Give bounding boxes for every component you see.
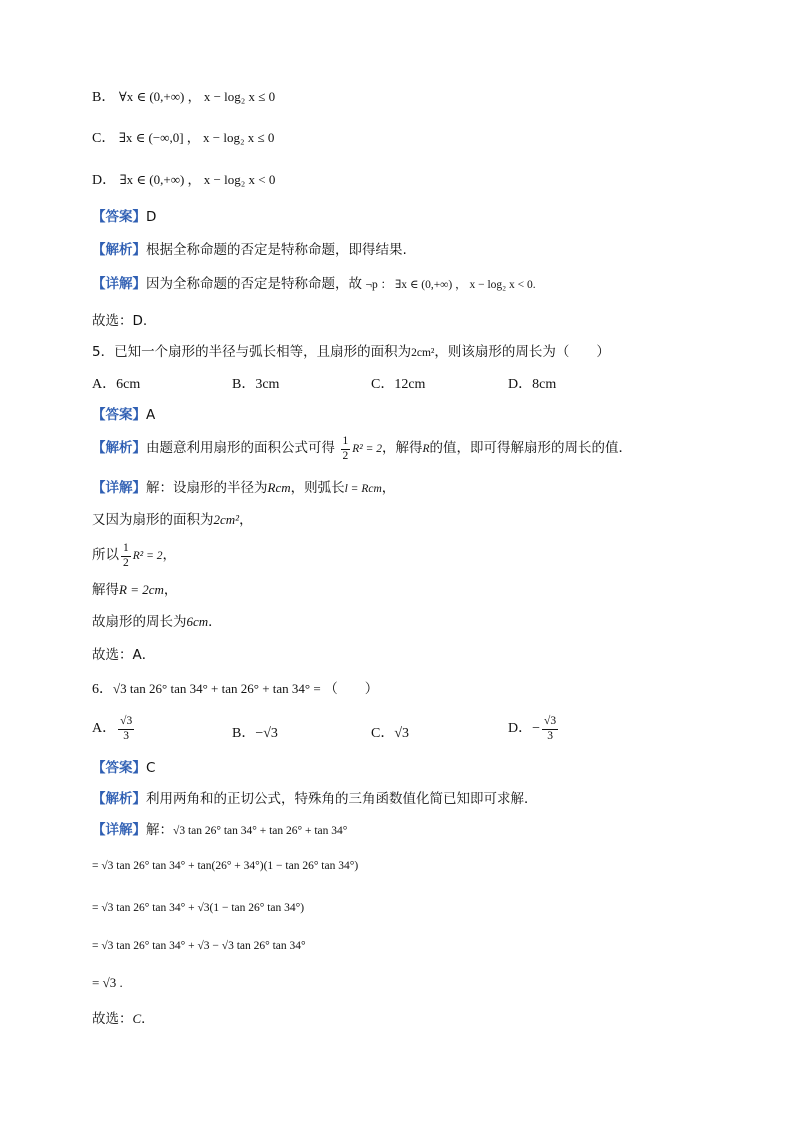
q5-option-d	[508, 373, 556, 393]
analysis-tag: 【解析】	[92, 242, 146, 258]
option-letter: B．	[92, 90, 116, 105]
q6-option-c	[371, 722, 409, 742]
detail-text-b: ，则弧长	[290, 480, 345, 496]
conclusion-end: ．	[141, 1011, 155, 1027]
stem-math: 3 tan 26° tan 34° + tan 26° + tan 34° =	[120, 681, 321, 696]
q5-detail-4	[92, 580, 177, 601]
detail-math-2: l = Rcm	[344, 483, 382, 495]
detail-text: 所以	[92, 547, 119, 564]
q4-detail	[92, 274, 536, 295]
option-text: 12cm	[394, 377, 426, 392]
stem-text: 5．已知一个扇形的半径与弧长相等，且扇形的面积为	[92, 344, 412, 360]
q4-option-c	[92, 128, 274, 149]
option-letter: B．	[232, 726, 256, 741]
detail-tag: 【详解】	[92, 276, 146, 292]
q6-option-d	[508, 716, 560, 742]
q4-option-d	[92, 170, 275, 191]
detail-text: 故扇形的周长为	[92, 614, 187, 630]
answer-value: A	[146, 407, 156, 423]
option-letter: C．	[371, 726, 395, 741]
option-text: 3cm	[255, 377, 280, 392]
option-letter: C．	[92, 131, 116, 146]
detail-math: R = 2cm	[119, 582, 164, 597]
conclusion-text: 故选：D.	[92, 313, 148, 329]
q4-conclusion	[92, 311, 147, 332]
detail-text-b: ，	[163, 582, 178, 598]
option-math: ∀x ∈ (0,+∞) ， x − log₂ x ≤ 0	[118, 89, 276, 104]
step-math: = √3 .	[92, 975, 123, 990]
q5-analysis	[92, 436, 632, 462]
sqrt-symbol: √	[113, 681, 121, 696]
detail-text-b: ，	[162, 547, 176, 564]
answer-tag: 【答案】	[92, 407, 146, 423]
option-text: 3	[402, 726, 410, 741]
option-text: −	[255, 726, 264, 741]
detail-text: 解得	[92, 582, 119, 598]
q6-analysis	[92, 789, 538, 810]
q5-option-c	[371, 373, 425, 393]
option-letter: D．	[508, 721, 533, 737]
sqrt-icon: √3	[263, 726, 278, 741]
q5-detail-3	[92, 543, 176, 569]
option-text: 6cm	[116, 377, 141, 392]
detail-tag: 【详解】	[92, 480, 146, 496]
analysis-end: ，解得	[381, 440, 423, 457]
q6-detail	[92, 820, 347, 841]
option-letter: D．	[92, 173, 117, 188]
option-letter: A．	[92, 721, 117, 737]
analysis-tag: 【解析】	[92, 440, 146, 457]
q6-option-b	[232, 722, 278, 742]
detail-math: ¬p ： ∃x ∈ (0,+∞) ， x − log₂ x < 0.	[365, 279, 536, 291]
q6-step-3	[92, 936, 306, 956]
answer-tag: 【答案】	[92, 209, 146, 225]
answer-value: D	[146, 209, 157, 225]
step-math: = √3 tan 26° tan 34° + √3(1 − tan 26° tan 34°)	[92, 902, 305, 914]
q4-option-b	[92, 87, 275, 108]
q5-option-b	[232, 373, 279, 393]
answer-tag: 【答案】	[92, 760, 146, 776]
option-text: 8cm	[532, 377, 557, 392]
step-math: = √3 tan 26° tan 34° + tan(26° + 34°)(1 − tan 26° tan 34°)	[92, 860, 359, 872]
q6-step-1	[92, 856, 358, 876]
sqrt3-over-3-fraction: $\frac{√3}{3}$	[544, 715, 557, 742]
detail-text: 又因为扇形的面积为	[92, 512, 214, 528]
option-letter: B．	[232, 377, 256, 392]
detail-math: 3 tan 26° tan 34° + tan 26° + tan 34°	[179, 825, 348, 837]
q5-detail-2	[92, 510, 253, 531]
stem-math: 2cm²	[411, 347, 435, 359]
half-fraction: $\frac{1}{2}$	[342, 435, 349, 462]
detail-math: 2cm²	[213, 512, 240, 527]
option-letter: C．	[371, 377, 395, 392]
detail-text-b: ．	[208, 614, 222, 630]
half-fraction: $\frac{1}{2}$	[123, 542, 129, 569]
stem-number: 6．	[92, 682, 113, 697]
option-letter: A．	[92, 377, 117, 392]
conclusion-math: C	[132, 1011, 142, 1026]
q5-detail-5	[92, 612, 222, 633]
q6-stem	[92, 679, 378, 700]
detail-text-c: ，	[381, 480, 396, 496]
q5-detail-1	[92, 478, 395, 499]
option-text: 3	[126, 715, 133, 727]
sqrt-icon: √	[394, 726, 403, 741]
q5-stem	[92, 342, 610, 363]
sqrt3-over-3-fraction: $\frac{√3}{3}$	[120, 715, 133, 742]
q6-answer	[92, 758, 155, 779]
detail-text-b: ，	[239, 512, 253, 528]
stem-end: ，则该扇形的周长为（ ）	[434, 344, 610, 360]
sqrt-symbol: √	[173, 825, 180, 837]
analysis-r: R	[422, 443, 430, 456]
conclusion-text: 故选：A．	[92, 647, 156, 663]
detail-math: Rcm	[267, 480, 291, 495]
detail-text: 因为全称命题的否定是特称命题，故	[146, 276, 362, 292]
q4-analysis	[92, 240, 407, 261]
analysis-text: 根据全称命题的否定是特称命题，即得结果.	[146, 242, 407, 258]
option-letter: D．	[508, 377, 533, 392]
q5-answer	[92, 405, 155, 426]
analysis-tail: 的值，即可得解扇形的周长的值．	[429, 440, 633, 457]
analysis-tag: 【解析】	[92, 791, 146, 807]
detail-text: 解：设扇形的半径为	[146, 480, 268, 496]
conclusion-text: 故选：	[92, 1011, 133, 1027]
option-text: −	[532, 721, 541, 737]
detail-math: 6cm	[186, 614, 209, 629]
q5-option-a	[92, 373, 140, 393]
step-math: = √3 tan 26° tan 34° + √3 − √3 tan 26° tan 34°	[92, 940, 306, 952]
option-math: ∃x ∈ (−∞,0] ， x − log₂ x ≤ 0	[118, 130, 275, 145]
detail-math: R² = 2	[132, 550, 163, 563]
stem-end: （ ）	[324, 681, 379, 697]
q5-conclusion	[92, 645, 155, 666]
answer-value: C	[146, 760, 156, 776]
q6-option-a	[92, 716, 136, 742]
detail-text: 解：	[146, 822, 173, 838]
analysis-text: 由题意利用扇形的面积公式可得	[146, 440, 335, 457]
analysis-math: R² = 2	[352, 443, 382, 456]
q6-step-2	[92, 898, 304, 918]
q6-step-4	[92, 973, 123, 994]
analysis-text: 利用两角和的正切公式，特殊角的三角函数值化简已知即可求解．	[146, 791, 538, 807]
detail-tag: 【详解】	[92, 822, 146, 838]
q4-answer	[92, 207, 156, 228]
option-math: ∃x ∈ (0,+∞) ， x − log₂ x < 0	[119, 172, 276, 187]
q6-conclusion	[92, 1009, 155, 1030]
